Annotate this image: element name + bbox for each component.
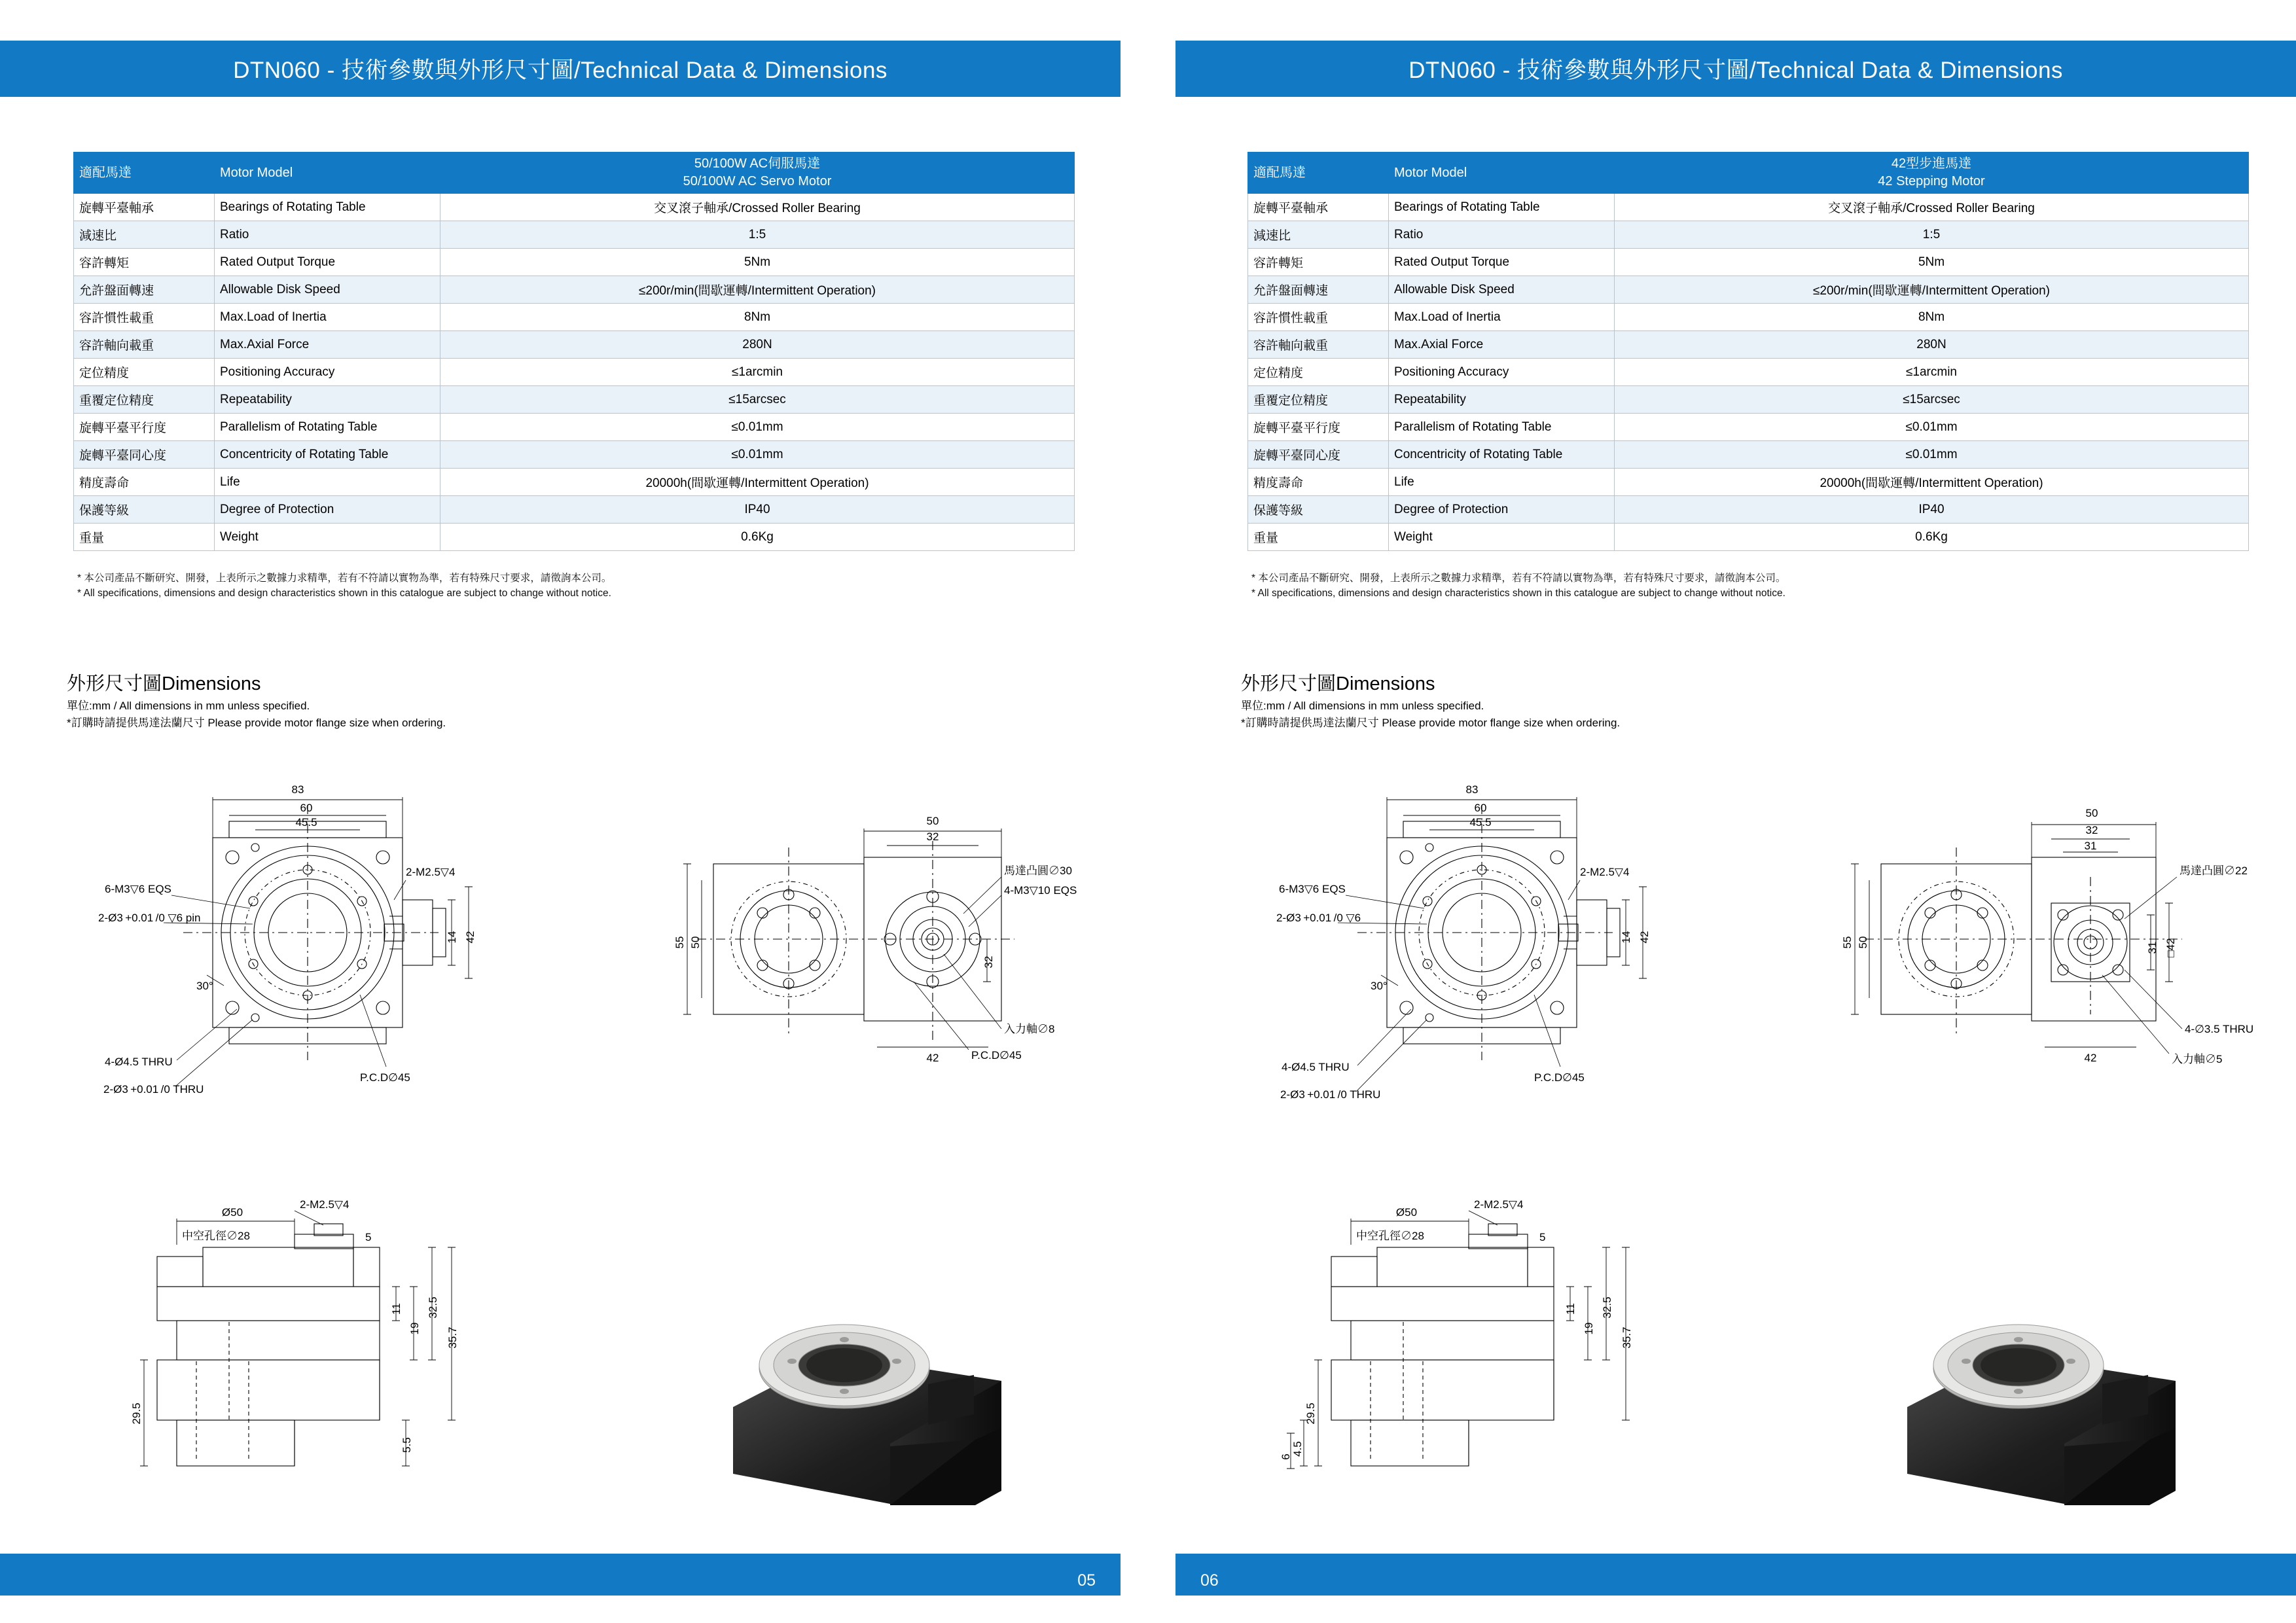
drawing-front-view-left xyxy=(98,759,615,1165)
label-2-m25-side: 2-M2.5▽4 xyxy=(1474,1198,1524,1211)
label-2-m25: 2-M2.5▽4 xyxy=(406,866,456,878)
row-label-cn: 容許轉矩 xyxy=(1248,249,1389,276)
page-footer-right xyxy=(1175,1554,2296,1596)
dimensions-title: 外形尺寸圖Dimensions xyxy=(1241,673,1435,694)
row-label-cn: 旋轉平臺同心度 xyxy=(74,441,215,469)
table-row xyxy=(1248,276,2249,304)
row-label-en: Concentricity of Rotating Table xyxy=(1389,441,1615,469)
dim-50: 50 xyxy=(2085,807,2098,819)
row-value: 0.6Kg xyxy=(440,524,1075,551)
spec-table-right xyxy=(1247,152,2249,551)
label-hollow-bore: 中空孔徑∅28 xyxy=(182,1230,250,1242)
table-row xyxy=(74,194,1075,221)
dim-5-5: 5.5 xyxy=(401,1437,413,1453)
row-value: 5Nm xyxy=(440,249,1075,276)
row-label-en: Repeatability xyxy=(1389,386,1615,414)
dim-6: 6 xyxy=(1280,1454,1292,1460)
row-value: 5Nm xyxy=(1615,249,2249,276)
table-row xyxy=(1248,496,2249,524)
model-cn: 50/100W AC伺服馬達 xyxy=(694,156,821,171)
dim-60: 60 xyxy=(300,802,313,814)
row-label-cn: 允許盤面轉速 xyxy=(74,276,215,304)
label-input-shaft: 入力軸∅8 xyxy=(1004,1023,1055,1035)
dim-55: 55 xyxy=(1841,936,1854,949)
row-label-en: Rated Output Torque xyxy=(215,249,440,276)
table-row xyxy=(74,249,1075,276)
row-label-en: Allowable Disk Speed xyxy=(1389,276,1615,304)
page-number-right: 06 xyxy=(1200,1571,1219,1590)
row-value: ≤0.01mm xyxy=(1615,441,2249,469)
row-label-en: Positioning Accuracy xyxy=(1389,359,1615,386)
dimensions-title: 外形尺寸圖Dimensions xyxy=(67,673,261,694)
dim-14: 14 xyxy=(1620,931,1632,944)
row-label-cn: 旋轉平臺軸承 xyxy=(1248,194,1389,221)
header-cell-model xyxy=(1615,152,2249,194)
row-value: IP40 xyxy=(1615,496,2249,524)
label-pcd: P.C.D∅45 xyxy=(360,1071,410,1084)
row-value: 20000h(間歇運轉/Intermittent Operation) xyxy=(440,469,1075,496)
table-row xyxy=(1248,359,2249,386)
model-cn: 42型步進馬達 xyxy=(1891,156,1972,171)
row-label-cn: 重量 xyxy=(1248,524,1389,551)
table-row xyxy=(74,331,1075,359)
row-label-en: Max.Axial Force xyxy=(215,331,440,359)
label-6-m3: 6-M3▽6 EQS xyxy=(1279,883,1346,895)
dim-29-5: 29.5 xyxy=(1304,1402,1317,1425)
label-2-m25: 2-M2.5▽4 xyxy=(1580,866,1630,878)
header-cell-cn: 適配馬達 xyxy=(1248,152,1389,194)
label-angle-30: 30° xyxy=(1371,980,1388,992)
disclaimer-left xyxy=(77,571,611,601)
row-value: 1:5 xyxy=(1615,221,2249,249)
label-2-thru: 2-Ø3 +0.01 /0 THRU xyxy=(103,1083,204,1096)
table-row xyxy=(74,496,1075,524)
dimensions-subtitle xyxy=(1241,698,1620,732)
table-row xyxy=(74,221,1075,249)
row-label-cn: 保護等級 xyxy=(1248,496,1389,524)
table-row xyxy=(1248,469,2249,496)
row-label-en: Parallelism of Rotating Table xyxy=(1389,414,1615,441)
row-label-en: Repeatability xyxy=(215,386,440,414)
row-label-cn: 旋轉平臺平行度 xyxy=(74,414,215,441)
dim-55: 55 xyxy=(673,936,686,949)
label-2-m25-side: 2-M2.5▽4 xyxy=(300,1198,350,1211)
row-value: ≤200r/min(間歇運轉/Intermittent Operation) xyxy=(1615,276,2249,304)
row-label-en: Bearings of Rotating Table xyxy=(1389,194,1615,221)
table-row xyxy=(74,524,1075,551)
label-4-thru: 4-∅3.5 THRU xyxy=(2185,1023,2254,1035)
row-label-en: Allowable Disk Speed xyxy=(215,276,440,304)
row-label-cn: 定位精度 xyxy=(1248,359,1389,386)
dim-35-7: 35.7 xyxy=(1621,1327,1633,1349)
drawing-side-view-right xyxy=(1272,1198,1744,1538)
row-label-cn: 重覆定位精度 xyxy=(74,386,215,414)
dimensions-unit-note: 單位:mm / All dimensions in mm unless specified. xyxy=(67,700,310,712)
table-row xyxy=(1248,441,2249,469)
dim-d50: Ø50 xyxy=(221,1206,243,1219)
dim-19: 19 xyxy=(1583,1322,1595,1335)
row-value: 280N xyxy=(440,331,1075,359)
spec-table xyxy=(73,152,1075,551)
dim-29-5: 29.5 xyxy=(130,1402,143,1425)
dimensions-order-note: *訂購時請提供馬達法蘭尺寸 Please provide motor flange size when ordering. xyxy=(67,717,446,730)
row-value: 280N xyxy=(1615,331,2249,359)
row-value: 20000h(間歇運轉/Intermittent Operation) xyxy=(1615,469,2249,496)
table-row xyxy=(74,414,1075,441)
dim-31: 31 xyxy=(2084,840,2097,852)
table-row xyxy=(1248,331,2249,359)
row-label-cn: 容許軸向載重 xyxy=(1248,331,1389,359)
row-value: 8Nm xyxy=(440,304,1075,331)
row-value: ≤15arcsec xyxy=(1615,386,2249,414)
disclaimer-cn: * 本公司產品不斷研究、開發，上表所示之數據力求精準，若有不符請以實物為準，若有特殊尺寸要求，請徵詢本公司。 xyxy=(1251,573,1786,584)
table-row xyxy=(1248,221,2249,249)
dim-45-5: 45.5 xyxy=(1469,816,1492,829)
row-label-cn: 定位精度 xyxy=(74,359,215,386)
label-hollow-bore: 中空孔徑∅28 xyxy=(1356,1230,1424,1242)
page-header-title: DTN060 - 技術參數與外形尺寸圖/Technical Data & Dimensions xyxy=(233,58,888,83)
dim-32-v: 32 xyxy=(982,955,995,969)
row-label-cn: 允許盤面轉速 xyxy=(1248,276,1389,304)
row-label-en: Concentricity of Rotating Table xyxy=(215,441,440,469)
model-en: 42 Stepping Motor xyxy=(1878,174,1985,188)
header-cell-cn: 適配馬達 xyxy=(74,152,215,194)
row-value: 交叉滾子軸承/Crossed Roller Bearing xyxy=(1615,194,2249,221)
dim-32: 32 xyxy=(2085,824,2098,836)
dim-square-42: □42 xyxy=(2164,938,2177,957)
header-cell-en: Motor Model xyxy=(1389,152,1615,194)
row-value: 1:5 xyxy=(440,221,1075,249)
table-row xyxy=(74,304,1075,331)
dim-42: 42 xyxy=(1638,931,1651,944)
dim-50-v: 50 xyxy=(689,936,702,949)
header-cell-en: Motor Model xyxy=(215,152,440,194)
dim-4-5: 4.5 xyxy=(1291,1441,1304,1457)
label-motor-boss: 馬達凸圓∅30 xyxy=(1004,865,1072,877)
row-label-cn: 精度壽命 xyxy=(74,469,215,496)
page-header-right xyxy=(1175,41,2296,97)
row-label-cn: 保護等級 xyxy=(74,496,215,524)
disclaimer-right xyxy=(1251,571,1785,601)
dim-83: 83 xyxy=(291,783,304,796)
row-label-en: Max.Load of Inertia xyxy=(1389,304,1615,331)
row-label-cn: 減速比 xyxy=(74,221,215,249)
spec-table xyxy=(1247,152,2249,551)
label-dowel-pin: 2-Ø3 +0.01 /0 ▽6 xyxy=(1276,912,1361,924)
table-row xyxy=(1248,249,2249,276)
row-value: ≤0.01mm xyxy=(440,414,1075,441)
row-label-cn: 重覆定位精度 xyxy=(1248,386,1389,414)
row-label-en: Bearings of Rotating Table xyxy=(215,194,440,221)
table-row xyxy=(74,441,1075,469)
label-6-m3: 6-M3▽6 EQS xyxy=(105,883,171,895)
row-label-cn: 重量 xyxy=(74,524,215,551)
row-label-en: Weight xyxy=(1389,524,1615,551)
page-footer-left xyxy=(0,1554,1121,1596)
row-label-cn: 容許軸向載重 xyxy=(74,331,215,359)
drawing-front-view-right xyxy=(1272,759,1789,1165)
header-cell-model xyxy=(440,152,1075,194)
row-label-en: Parallelism of Rotating Table xyxy=(215,414,440,441)
table-row xyxy=(74,469,1075,496)
table-row xyxy=(1248,524,2249,551)
row-label-en: Ratio xyxy=(1389,221,1615,249)
dim-14: 14 xyxy=(446,931,458,944)
dim-32: 32 xyxy=(926,830,939,843)
row-label-en: Rated Output Torque xyxy=(1389,249,1615,276)
table-row xyxy=(74,276,1075,304)
product-photo-right xyxy=(1868,1243,2261,1518)
row-label-cn: 旋轉平臺軸承 xyxy=(74,194,215,221)
dim-5: 5 xyxy=(365,1231,372,1243)
table-row xyxy=(1248,386,2249,414)
row-label-en: Max.Axial Force xyxy=(1389,331,1615,359)
row-value: ≤1arcmin xyxy=(440,359,1075,386)
table-row xyxy=(1248,304,2249,331)
label-4-thru: 4-Ø4.5 THRU xyxy=(1282,1061,1350,1073)
dim-19: 19 xyxy=(408,1322,421,1335)
row-value: ≤200r/min(間歇運轉/Intermittent Operation) xyxy=(440,276,1075,304)
page-number-left: 05 xyxy=(1077,1571,1096,1590)
disclaimer-en: * All specifications, dimensions and design characteristics shown in this catalogue are subject to change without notice. xyxy=(1251,588,1785,599)
label-motor-boss: 馬達凸圓∅22 xyxy=(2179,865,2248,877)
page-header-left xyxy=(0,41,1121,97)
dim-42: 42 xyxy=(2084,1052,2097,1064)
dim-11: 11 xyxy=(390,1303,403,1315)
row-label-cn: 旋轉平臺同心度 xyxy=(1248,441,1389,469)
disclaimer-en: * All specifications, dimensions and design characteristics shown in this catalogue are subject to change without notice. xyxy=(77,588,611,599)
disclaimer-cn: * 本公司產品不斷研究、開發，上表所示之數據力求精準，若有不符請以實物為準，若有特殊尺寸要求，請徵詢本公司。 xyxy=(77,573,612,584)
label-pcd: P.C.D∅45 xyxy=(1534,1071,1585,1084)
drawing-rear-view-right xyxy=(1829,779,2274,1145)
row-value: IP40 xyxy=(440,496,1075,524)
row-label-en: Positioning Accuracy xyxy=(215,359,440,386)
row-value: 交叉滾子軸承/Crossed Roller Bearing xyxy=(440,194,1075,221)
row-label-en: Weight xyxy=(215,524,440,551)
row-label-en: Ratio xyxy=(215,221,440,249)
row-label-cn: 精度壽命 xyxy=(1248,469,1389,496)
row-label-cn: 容許慣性載重 xyxy=(74,304,215,331)
table-row xyxy=(1248,194,2249,221)
dim-32-5: 32.5 xyxy=(1601,1296,1613,1319)
dim-32-5: 32.5 xyxy=(427,1296,439,1319)
row-value: ≤0.01mm xyxy=(1615,414,2249,441)
table-row xyxy=(74,359,1075,386)
dim-42: 42 xyxy=(926,1052,939,1064)
table-row xyxy=(1248,414,2249,441)
page-header-title: DTN060 - 技術參數與外形尺寸圖/Technical Data & Dimensions xyxy=(1408,58,2063,83)
dim-31-v: 31 xyxy=(2146,941,2159,954)
dim-60: 60 xyxy=(1474,802,1487,814)
row-value: 0.6Kg xyxy=(1615,524,2249,551)
table-header-row xyxy=(74,152,1075,194)
row-value: ≤1arcmin xyxy=(1615,359,2249,386)
dim-50-v: 50 xyxy=(1857,936,1869,949)
row-label-en: Max.Load of Inertia xyxy=(215,304,440,331)
table-row xyxy=(74,386,1075,414)
label-pcd-rear: P.C.D∅45 xyxy=(971,1049,1022,1061)
dim-35-7: 35.7 xyxy=(446,1327,459,1349)
row-label-en: Life xyxy=(1389,469,1615,496)
row-label-cn: 減速比 xyxy=(1248,221,1389,249)
spec-table-left xyxy=(73,152,1075,551)
label-2-thru: 2-Ø3 +0.01 /0 THRU xyxy=(1280,1088,1381,1101)
row-label-en: Degree of Protection xyxy=(1389,496,1615,524)
model-en: 50/100W AC Servo Motor xyxy=(683,174,832,188)
dim-5: 5 xyxy=(1539,1231,1546,1243)
row-value: ≤15arcsec xyxy=(440,386,1075,414)
row-label-cn: 旋轉平臺平行度 xyxy=(1248,414,1389,441)
dimensions-unit-note: 單位:mm / All dimensions in mm unless specified. xyxy=(1241,700,1484,712)
label-angle-30: 30° xyxy=(196,980,213,992)
row-value: 8Nm xyxy=(1615,304,2249,331)
dim-11: 11 xyxy=(1564,1303,1577,1315)
drawing-rear-view-left xyxy=(661,785,1093,1139)
table-header-row xyxy=(1248,152,2249,194)
label-4-thru: 4-Ø4.5 THRU xyxy=(105,1056,173,1068)
drawing-side-view-left xyxy=(98,1198,569,1538)
product-photo-left xyxy=(694,1243,1086,1518)
row-label-cn: 容許慣性載重 xyxy=(1248,304,1389,331)
row-label-en: Degree of Protection xyxy=(215,496,440,524)
dimensions-order-note: *訂購時請提供馬達法蘭尺寸 Please provide motor flange size when ordering. xyxy=(1241,717,1621,730)
dim-50: 50 xyxy=(926,815,939,827)
label-dowel-pin: 2-Ø3 +0.01 /0 ▽6 pin xyxy=(98,912,201,924)
label-4-m3: 4-M3▽10 EQS xyxy=(1004,884,1077,897)
row-label-cn: 容許轉矩 xyxy=(74,249,215,276)
dim-d50: Ø50 xyxy=(1395,1206,1418,1219)
dimensions-subtitle xyxy=(67,698,446,732)
dim-45-5: 45.5 xyxy=(295,816,317,829)
row-value: ≤0.01mm xyxy=(440,441,1075,469)
page-right xyxy=(1148,0,2296,1623)
page-gutter xyxy=(1148,0,1151,1623)
dim-42: 42 xyxy=(464,931,476,944)
dim-83: 83 xyxy=(1465,783,1479,796)
row-label-en: Life xyxy=(215,469,440,496)
label-input-shaft: 入力軸∅5 xyxy=(2172,1053,2223,1065)
